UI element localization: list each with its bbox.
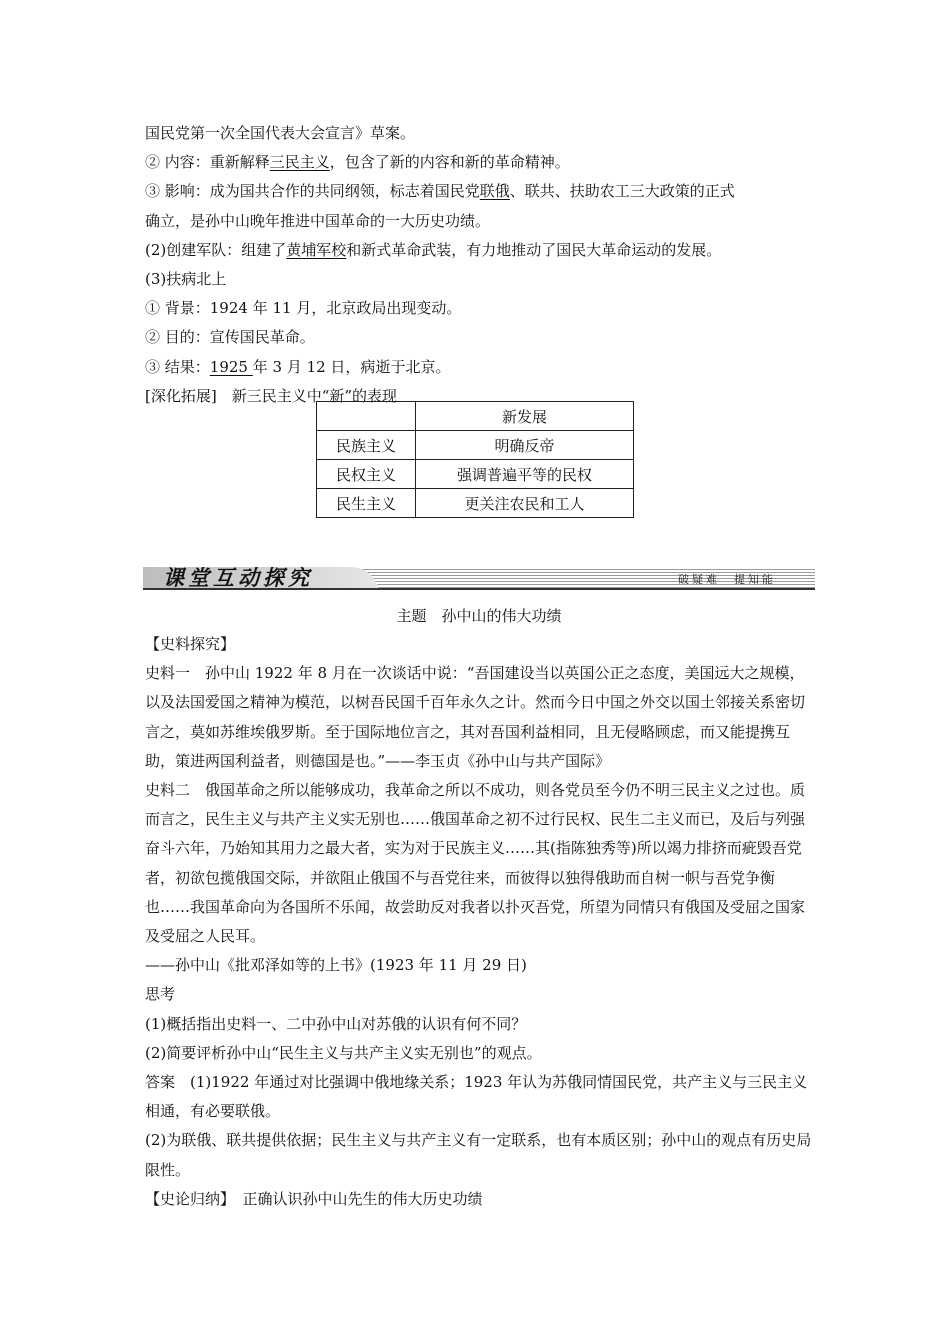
section-heading: [深化拓展] 新三民主义中“新”的表现 [145,386,398,405]
table-cell [317,402,416,431]
text-line: 国民党第一次全国代表大会宣言》草案。 [145,124,416,142]
table-row [317,460,634,489]
source-paragraph: 史料二 俄国革命之所以能够成功，我革命之所以不成功，则各党员至今仍不明三民主义之过也。质而言之，民生主义与共产主义实无别也……俄国革命之初不过行民权、民生二主义而已，及后与列强奋斗六年，乃始知其用力之最大者，实为对于民族主义……其(指陈独秀等)所以竭力排挤而疵毁吾党者，初欲包揽俄国交际，并欲阻止俄国不与吾党往来，而彼得以独得俄助而自树一帜与吾党争衡也……我国革命向为各国所不乐闻，故尝助反对我者以扑灭吾党，所望为同情只有俄国及受屈之国家及受屈之人民耳。 [145,781,806,946]
topic-title: 主题 孙中山的伟大功绩 [396,607,562,625]
banner-right-text: 破疑难 提知能 [678,573,776,586]
table-row [317,431,634,460]
source-citation: ——孙中山《批邓泽如等的上书》(1923 年 11 月 29 日) [145,956,527,975]
table-cell: 新发展 [416,402,634,431]
underlined-term: 黄埔军校 [286,240,347,259]
comparison-table [316,401,634,518]
underlined-term: 1925 [209,357,253,376]
text-line: 思考 [145,985,176,1004]
outline-section [145,119,813,411]
underlined-term: 联俄 [479,182,510,201]
text-line: ② 内容：重新解释三民主义，包含了新的内容和新的革命精神。 [145,153,570,172]
table-cell: 明确反帝 [416,431,634,460]
underlined-term: 三民主义 [269,153,330,172]
text-line: ① 背景：1924 年 11 月，北京政局出现变动。 [145,299,462,318]
source-paragraph: 史料一 孙中山 1922 年 8 月在一次谈话中说：“吾国建设当以英国公正之态度，美国远大之规模，以及法国爱国之精神为模范，以树吾民国千百年永久之计。然而今日中国之外交以国土邻接关系密切言之，莫如苏维埃俄罗斯。至于国际地位言之，其对吾国利益相同，且无侵略顾虑，而又能提携互助，策进两国利益者，则德国是也。”——李玉贞《孙中山与共产国际》 [145,664,806,770]
source-section [145,630,813,1214]
table-header-row [317,402,634,431]
text-line: ③ 结果：1925 年 3 月 12 日，病逝于北京。 [145,357,451,376]
text-line: (2)创建军队：组建了黄埔军校和新式革命武装，有力地推动了国民大革命运动的发展。 [145,240,722,259]
banner-title: 课堂互动探究 [163,565,313,590]
section-banner [143,563,815,593]
table-cell: 民生主义 [317,489,416,518]
text-line: ③ 影响：成为国共合作的共同纲领，标志着国民党联俄、联共、扶助农工三大政策的正式 [145,182,735,201]
text-line: 确立，是孙中山晚年推进中国革命的一大历史功绩。 [145,211,491,230]
question: (2)简要评析孙中山“民生主义与共产主义实无别也”的观点。 [145,1043,542,1062]
section-heading: 【史论归纳】 正确认识孙中山先生的伟大历史功绩 [145,1189,483,1208]
section-heading: 【史料探究】 [145,635,236,653]
table-row [317,489,634,518]
text-line: ② 目的：宣传国民革命。 [145,328,315,347]
table-cell: 民权主义 [317,460,416,489]
answer-paragraph: 答案 (1)1922 年通过对比强调中俄地缘关系；1923 年认为苏俄同情国民党，共产主义与三民主义相通，有必要联俄。 [145,1072,808,1121]
question: (1)概括指出史料一、二中孙中山对苏俄的认识有何不同？ [145,1014,527,1033]
text-line: (3)扶病北上 [145,269,227,288]
table-cell: 强调普遍平等的民权 [416,460,634,489]
table-cell: 民族主义 [317,431,416,460]
answer-paragraph: (2)为联俄、联共提供依据；民生主义与共产主义有一定联系，也有本质区别；孙中山的观点有历史局限性。 [145,1131,812,1179]
table-cell: 更关注农民和工人 [416,489,634,518]
